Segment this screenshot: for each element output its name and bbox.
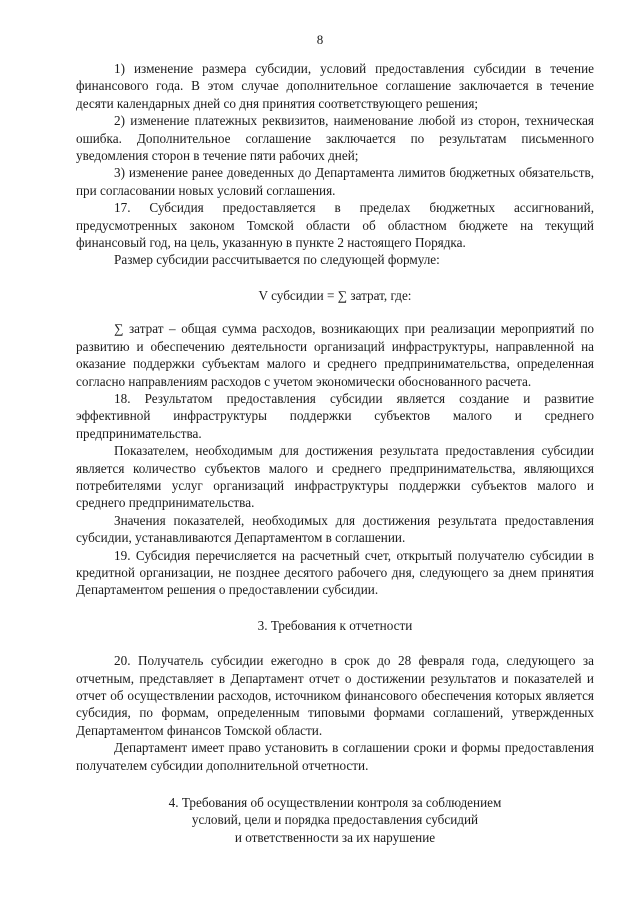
paragraph-values: Значения показателей, необходимых для достижения результата предоставления субсидии, устанавливаются Департаментом в соглашении. — [76, 512, 594, 546]
paragraph-2: 2) изменение платежных реквизитов, наименование любой из сторон, техническая ошибка. Дополнительное соглашение заключается по результатам письменного уведомления сторон в течение пяти рабочих дней; — [76, 113, 594, 164]
formula-intro: Размер субсидии рассчитывается по следующей формуле: — [114, 252, 440, 268]
section-heading-4-line-1: 4. Требования об осуществлении контроля за соблюдением — [168, 795, 502, 811]
paragraph-sum-definition: ∑ затрат – общая сумма расходов, возникающих при реализации мероприятий по развитию и обеспечению деятельности организаций инфраструктуры, направленной на оказание поддержки субъектам малого и среднего предпринимательства, определенная согласно направлениям расходов с учетом экономически обоснованного расчета. — [76, 321, 594, 389]
paragraph-19: 19. Субсидия перечисляется на расчетный счет, открытый получателю субсидии в кредитной организации, не позднее десятого рабочего дня, следующего за днем принятия Департаментом решения о предоставлении субсидии. — [76, 547, 594, 598]
formula: V субсидии = ∑ затрат, где: — [258, 287, 412, 303]
page-number: 8 — [316, 32, 324, 47]
paragraph-3: 3) изменение ранее доведенных до Департамента лимитов бюджетных обязательств, при согласовании новых условий соглашения. — [76, 165, 594, 198]
section-heading-4-line-3: и ответственности за их нарушение — [234, 829, 436, 845]
paragraph-20: 20. Получатель субсидии ежегодно в срок до 28 февраля года, следующего за отчетным, представляет в Департамент отчет о достижении результатов и показателей и отчет об осуществлении расходов, источником финансового обеспечения которых является субсидия, по формам, определенным типовыми формами соглашений, утвержденных Департаментом финансов Томской области. — [76, 653, 594, 738]
paragraph-17: 17. Субсидия предоставляется в пределах бюджетных ассигнований, предусмотренных законом Томской области об областном бюджете на текущий финансовый год, на цель, указанную в пункте 2 настоящего Порядка. — [76, 200, 594, 251]
section-heading-4-line-2: условий, цели и порядка предоставления субсидий — [191, 812, 479, 828]
section-heading-3: 3. Требования к отчетности — [257, 617, 413, 633]
section-heading-4 — [76, 794, 594, 846]
paragraph-department: Департамент имеет право установить в соглашении сроки и формы предоставления получателем субсидии дополнительной отчетности. — [76, 740, 594, 773]
paragraph-indicator: Показателем, необходимым для достижения результата предоставления субсидии является количество субъектов малого и среднего предпринимательства, являющихся потребителями услуг организаций инфраструктуры поддержки субъектов малого и среднего предпринимательства. — [76, 443, 594, 511]
document-body — [76, 60, 594, 846]
paragraph-18: 18. Результатом предоставления субсидии является создание и развитие эффективной инфраструктуры поддержки субъектов малого и среднего предпринимательства. — [76, 390, 594, 441]
paragraph-1: 1) изменение размера субсидии, условий предоставления субсидии в течение финансового года. В этом случае дополнительное соглашение заключается в течение десяти календарных дней со дня принятия соответствующего решения; — [76, 61, 594, 111]
